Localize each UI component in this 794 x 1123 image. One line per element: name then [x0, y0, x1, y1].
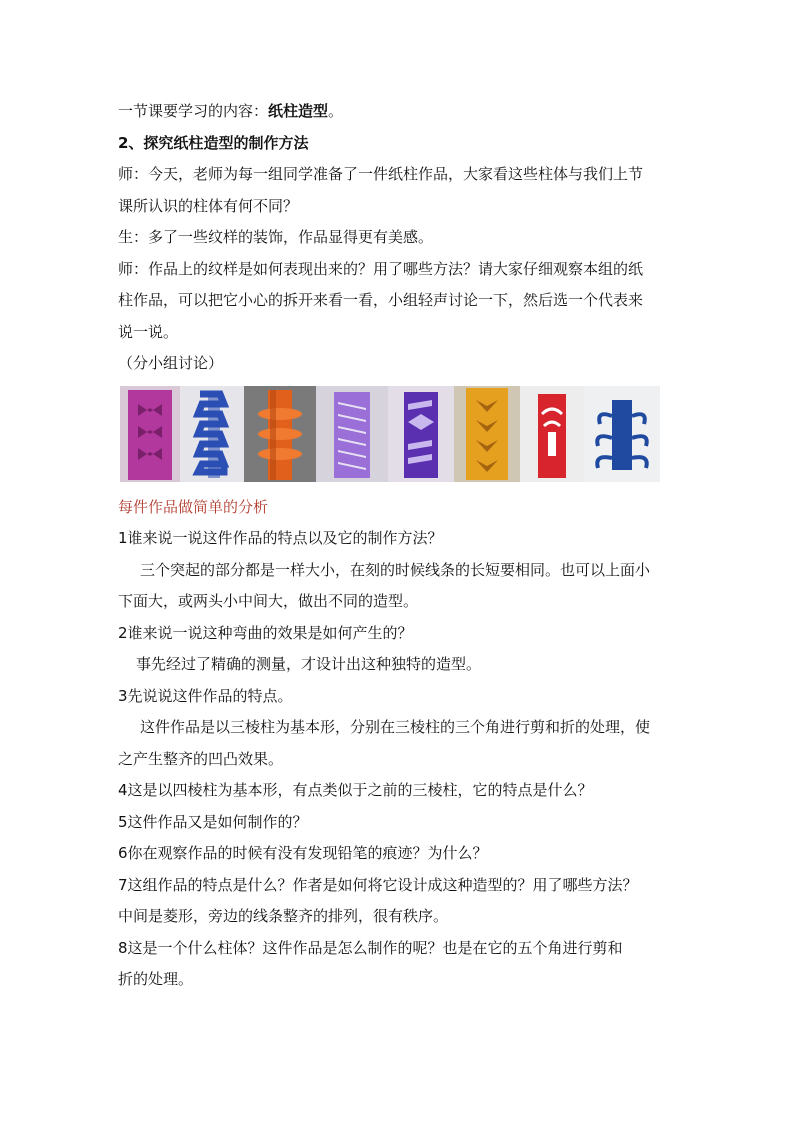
yellow-folded-column-photo — [454, 386, 520, 482]
lesson-content-suffix: 。 — [328, 102, 344, 120]
text-line — [118, 96, 678, 128]
group-discussion-note: （分小组讨论） — [118, 354, 224, 372]
answer-7: 中间是菱形，旁边的线条整齐的排列，很有秩序。 — [118, 907, 449, 925]
teacher-line: 师：今天，老师为每一组同学准备了一件纸柱作品，大家看这些柱体与我们上节 — [118, 165, 644, 183]
document-page — [118, 96, 678, 996]
question-5: 5这件作品又是如何制作的？ — [118, 812, 308, 831]
answer-2: 事先经过了精确的测量，才设计出这种独特的造型。 — [136, 655, 482, 673]
red-curl-column-photo — [520, 386, 584, 482]
teacher-line-2-cont: 柱作品，可以把它小心的拆开来看一看，小组轻声讨论一下，然后选一个代表来 — [118, 291, 644, 309]
question-8: 8这是一个什么柱体？这件作品是怎么制作的呢？也是在它的五个角进行剪和 — [118, 938, 623, 957]
answer-1: 三个突起的部分都是一样大小，在刻的时候线条的长短要相同。也可以上面小 — [140, 560, 651, 579]
question-6: 6你在观察作品的时候有没有发现铅笔的痕迹？为什么？ — [118, 844, 488, 862]
question-8-cont: 折的处理。 — [118, 970, 194, 988]
question-1: 1谁来说一说这件作品的特点以及它的制作方法？ — [118, 529, 443, 547]
teacher-line-cont: 课所认识的柱体有何不同？ — [118, 196, 299, 215]
student-line: 生：多了一些纹样的装饰，作品显得更有美感。 — [118, 228, 434, 246]
question-2: 2谁来说一说这种弯曲的效果是如何产生的？ — [118, 623, 413, 642]
question-7: 7这组作品的特点是什么？作者是如何将它设计成这种造型的？用了哪些方法？ — [118, 875, 638, 894]
answer-1-cont: 下面大，或两头小中间大，做出不同的造型。 — [118, 592, 419, 610]
orange-lantern-column-photo — [244, 386, 316, 482]
lavender-slit-column-photo — [316, 386, 388, 482]
analysis-title: 每件作品做简单的分析 — [118, 497, 269, 516]
teacher-line-2: 师：作品上的纹样是如何表现出来的？用了哪些方法？请大家仔细观察本组的纸 — [118, 259, 644, 278]
question-3: 3先说说这件作品的特点。 — [118, 686, 293, 705]
purple-cut-column-photo — [388, 386, 454, 482]
lesson-topic: 纸柱造型 — [268, 102, 329, 120]
lesson-content-prefix: 一节课要学习的内容： — [118, 102, 269, 120]
section-heading: 2、探究纸柱造型的制作方法 — [118, 133, 309, 152]
answer-3-cont: 之产生整齐的凹凸效果。 — [118, 749, 284, 768]
question-4: 4这是以四棱柱为基本形，有点类似于之前的三棱柱，它的特点是什么？ — [118, 781, 593, 799]
paper-column-gallery — [120, 386, 678, 486]
magenta-cut-column-photo — [120, 386, 180, 482]
teacher-line-2-end: 说一说。 — [118, 322, 179, 341]
blue-curl-column-photo — [584, 386, 660, 482]
blue-spiral-column-photo — [180, 386, 244, 482]
answer-3: 这件作品是以三棱柱为基本形，分别在三棱柱的三个角进行剪和折的处理，使 — [140, 718, 651, 736]
